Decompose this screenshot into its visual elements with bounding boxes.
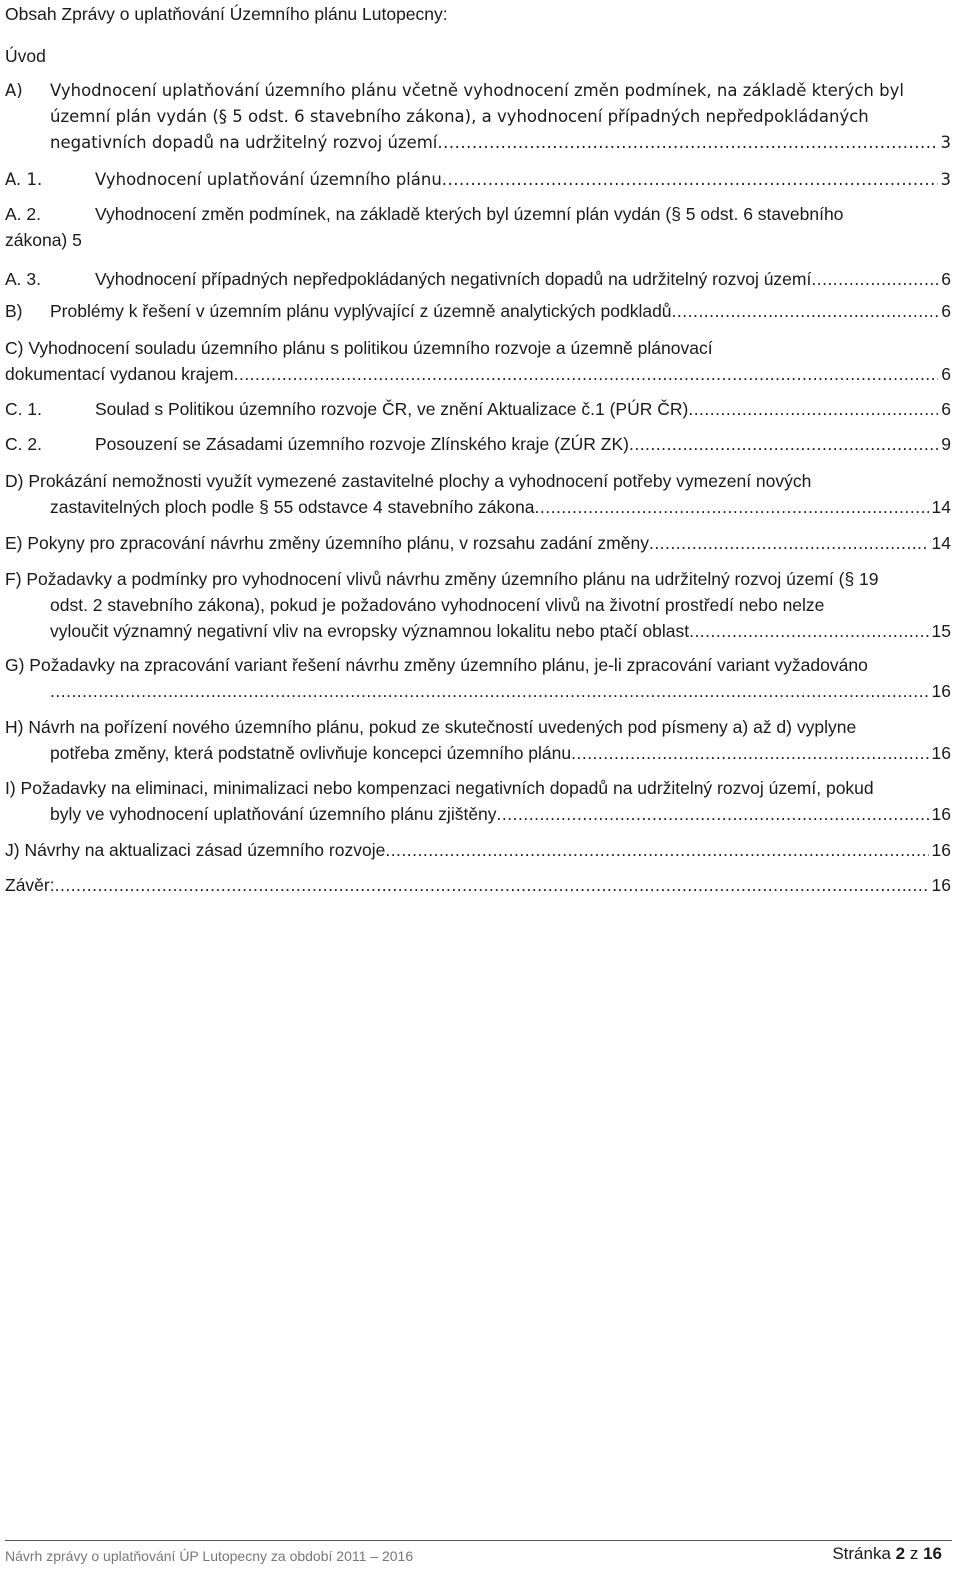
page-number: 6 bbox=[941, 301, 951, 321]
entry-text: D) Prokázání nemožnosti využít vymezené zastavitelné plochy a vyhodnocení potřeby vymezení nových bbox=[5, 471, 812, 491]
entry-text: Vyhodnocení případných nepředpokládaných negativních dopadů na udržitelný rozvoj území bbox=[95, 269, 812, 289]
toc-entry-e[interactable] bbox=[5, 530, 951, 556]
footer-document-title: Návrh zprávy o uplatňování ÚP Lutopecny za období 2011 – 2016 bbox=[5, 1548, 414, 1564]
toc-heading: Obsah Zprávy o uplatňování Územního plánu Lutopecny: bbox=[5, 4, 448, 24]
page-number: 16 bbox=[931, 875, 951, 895]
footer-page-of: z bbox=[909, 1544, 919, 1563]
entry-text: dokumentací vydanou krajem bbox=[5, 364, 234, 384]
entry-number: C. 2. bbox=[5, 434, 42, 454]
toc-entry-j[interactable] bbox=[5, 837, 951, 863]
page-number: 3 bbox=[940, 133, 951, 152]
entry-text: I) Požadavky na eliminaci, minimalizaci nebo kompenzaci negativních dopadů na udržitelný rozvoj území, pokud bbox=[5, 778, 874, 798]
entry-text: zastavitelných ploch podle § 55 odstavce 4 stavebního zákona bbox=[50, 497, 535, 517]
toc-entry-b[interactable] bbox=[5, 298, 951, 324]
entry-text: G) Požadavky na zpracování variant řešení návrhu změny územního plánu, je-li zpracování variant vyžadováno bbox=[5, 655, 868, 675]
toc-entry-d[interactable] bbox=[5, 468, 951, 520]
toc-entry-i[interactable] bbox=[5, 775, 951, 827]
page-number: 16 bbox=[931, 804, 951, 824]
entry-text: Vyhodnocení změn podmínek, na základě kterých byl územní plán vydán (§ 5 odst. 6 stavebního bbox=[95, 204, 844, 224]
entry-text: Vyhodnocení uplatňování územního plánu včetně vyhodnocení změn podmínek, na základě kterých byl bbox=[50, 81, 904, 100]
entry-text: odst. 2 stavebního zákona), pokud je požadováno vyhodnocení vlivů na životní prostředí nebo nelze bbox=[50, 595, 825, 615]
toc-entry-c1[interactable] bbox=[5, 396, 951, 422]
toc-entry-f[interactable] bbox=[5, 566, 951, 644]
page-number: 6 bbox=[941, 364, 951, 384]
page-number: 16 bbox=[931, 681, 951, 701]
page-number: 6 bbox=[941, 399, 951, 419]
page-number: 14 bbox=[931, 533, 951, 553]
entry-number: A. 2. bbox=[5, 204, 41, 224]
entry-text: H) Návrh na pořízení nového územního plánu, pokud ze skutečností uvedených pod písmeny a) až d) vyplyne bbox=[5, 717, 857, 737]
toc-entry-a[interactable] bbox=[5, 78, 951, 156]
page-number: 9 bbox=[941, 434, 951, 454]
entry-number: A. 3. bbox=[5, 269, 41, 289]
entry-text: F) Požadavky a podmínky pro vyhodnocení vlivů návrhu změny územního plánu na udržitelný rozvoj území (§ 19 bbox=[5, 569, 879, 589]
entry-text: Posouzení se Zásadami územního rozvoje Zlínského kraje (ZÚR ZK) bbox=[95, 434, 629, 454]
entry-text: Problémy k řešení v územním plánu vyplývající z územně analytických podkladů bbox=[50, 301, 672, 321]
page-number: 16 bbox=[931, 743, 951, 763]
toc-entry-h[interactable] bbox=[5, 714, 951, 766]
page-number: 6 bbox=[941, 269, 951, 289]
footer-page-current: 2 bbox=[895, 1544, 906, 1563]
toc-entry-c[interactable] bbox=[5, 335, 951, 387]
footer-page-total: 16 bbox=[923, 1544, 942, 1563]
page-number: 16 bbox=[931, 840, 951, 860]
entry-text: Soulad s Politikou územního rozvoje ČR, ve znění Aktualizace č.1 (PÚR ČR) bbox=[95, 399, 689, 419]
entry-number: A) bbox=[5, 81, 23, 100]
toc-entry-a3[interactable] bbox=[5, 266, 951, 292]
entry-number: A. 1. bbox=[5, 170, 43, 189]
toc-entry-c2[interactable] bbox=[5, 431, 951, 457]
page-number: 3 bbox=[940, 170, 951, 189]
entry-text: C) Vyhodnocení souladu územního plánu s politikou územního rozvoje a územně plánovací bbox=[5, 338, 713, 358]
toc-entry-g[interactable] bbox=[5, 652, 951, 704]
entry-text: Závěr: bbox=[5, 875, 55, 895]
footer-divider bbox=[5, 1540, 952, 1541]
toc-entry-a1[interactable] bbox=[5, 167, 951, 193]
entry-text: potřeba změny, která podstatně ovlivňuje koncepci územního plánu bbox=[50, 743, 572, 763]
entry-text: negativních dopadů na udržitelný rozvoj území bbox=[50, 133, 438, 152]
page-number: 14 bbox=[931, 497, 951, 517]
entry-text: byly ve vyhodnocení uplatňování územního plánu zjištěny bbox=[50, 804, 497, 824]
entry-text: územní plán vydán (§ 5 odst. 6 stavebního zákona), a vyhodnocení případných nepředpokládaných bbox=[50, 107, 869, 126]
toc-uvod: Úvod bbox=[5, 46, 46, 66]
entry-text: Vyhodnocení uplatňování územního plánu bbox=[95, 170, 442, 189]
entry-number: C. 1. bbox=[5, 399, 42, 419]
entry-text: vyloučit významný negativní vliv na evropsky významnou lokalitu nebo ptačí oblast bbox=[50, 621, 690, 641]
entry-number: B) bbox=[5, 301, 23, 321]
entry-text: zákona) 5 bbox=[5, 230, 82, 250]
toc-entry-a2[interactable] bbox=[5, 201, 951, 253]
entry-text: J) Návrhy na aktualizaci zásad územního rozvoje bbox=[5, 840, 386, 860]
footer-page-word: Stránka bbox=[832, 1544, 891, 1563]
toc-entry-zaver[interactable] bbox=[5, 872, 951, 898]
page-number: 15 bbox=[931, 621, 951, 641]
entry-text: E) Pokyny pro zpracování návrhu změny územního plánu, v rozsahu zadání změny bbox=[5, 533, 649, 553]
footer-page-indicator bbox=[832, 1544, 942, 1564]
